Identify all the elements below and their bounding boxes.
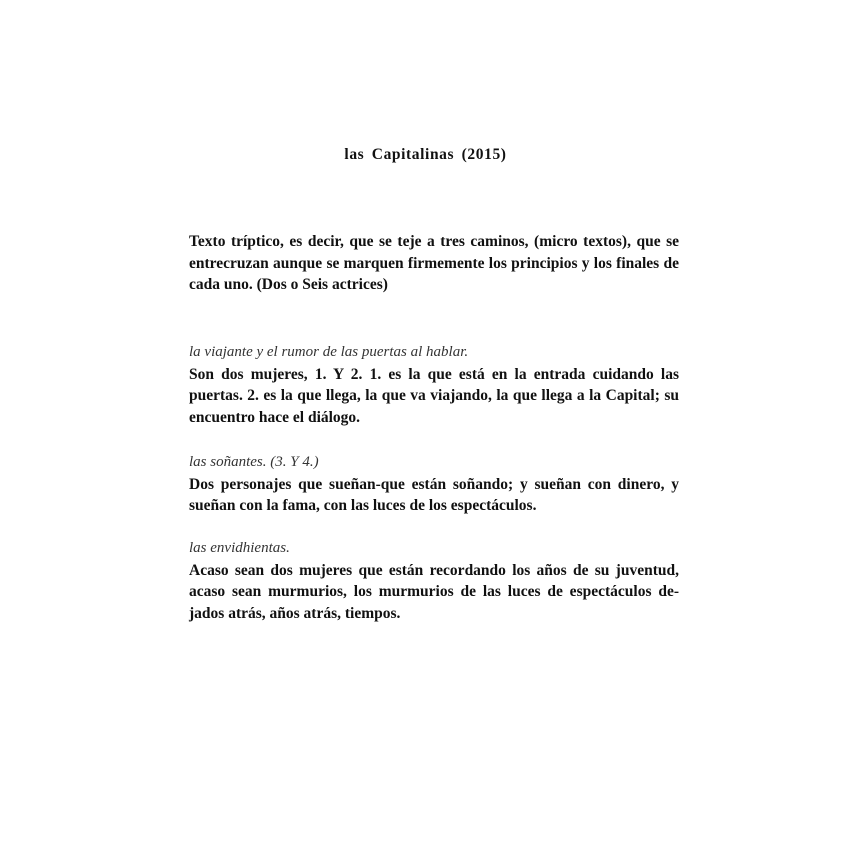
section-subtitle: las soñantes. (3. Y 4.) <box>189 454 319 470</box>
section-envidhientas <box>189 538 679 624</box>
section-text: Dos personajes que sueñan-que están soñando; y sueñan con dinero, y sueñan con la fama, con las luces de los espectáculos. <box>189 475 679 514</box>
section-subtitle: las envidhientas. <box>189 540 290 556</box>
section-subtitle: la viajante y el rumor de las puertas al hablar. <box>189 344 469 360</box>
section-text: Acaso sean dos mujeres que están recordando los años de su juventud, acaso sean murmurios, los murmurios de las luces de espectáculos de-jados atrás, años atrás, tiempos. <box>189 561 679 622</box>
section-sonantes <box>189 452 679 517</box>
page-title: las Capitalinas (2015) <box>344 146 507 163</box>
section-viajante <box>189 342 679 428</box>
section-text: Son dos mujeres, 1. Y 2. 1. es la que está en la entrada cuidando las puertas. 2. es la que llega, la que va viajando, la que llega a la Capital; su encuentro hace el diálogo. <box>189 365 679 426</box>
intro-paragraph: Texto tríptico, es decir, que se teje a tres caminos, (micro textos), que se entrecruzan aunque se marquen firmemente los principios y los finales de cada uno. (Dos o Seis actrices) <box>189 233 679 293</box>
